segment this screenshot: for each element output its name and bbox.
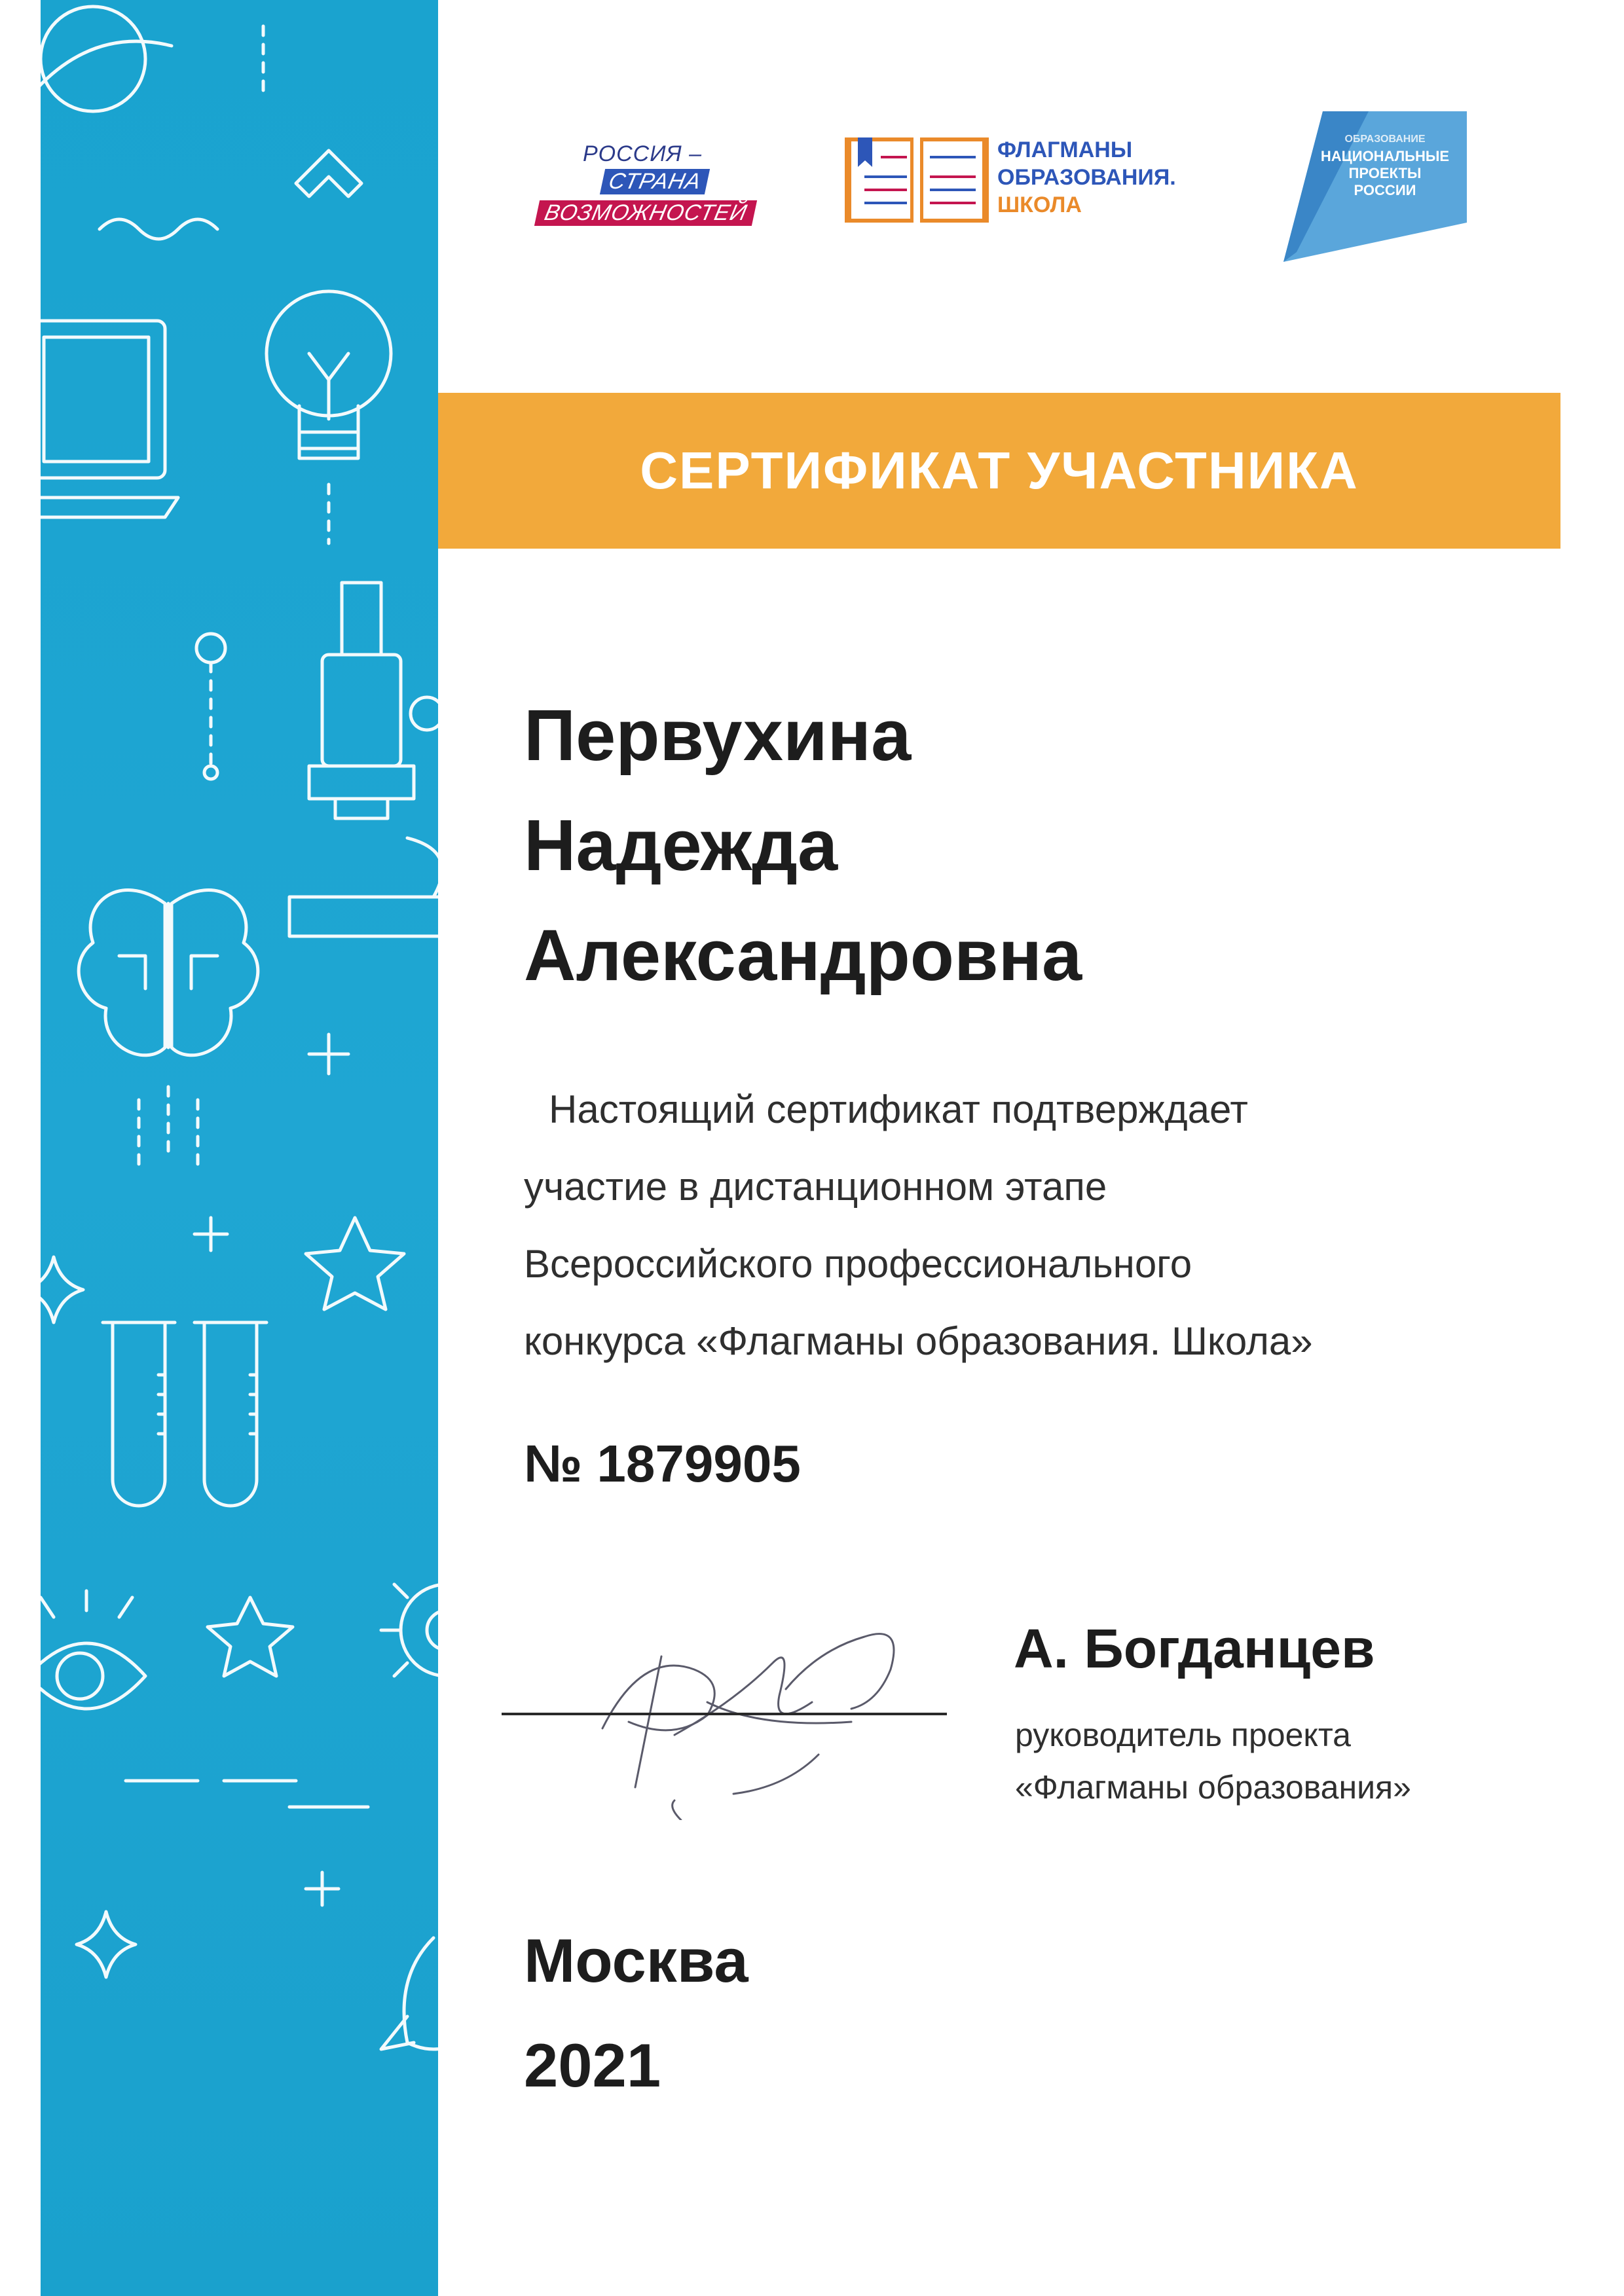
logo-flagmany-line3: ШКОЛА bbox=[997, 192, 1082, 217]
description-line3: Всероссийского профессионального bbox=[524, 1242, 1192, 1286]
partner-logos bbox=[524, 118, 1473, 275]
description-line2: участие в дистанционном этапе bbox=[524, 1165, 1107, 1209]
open-book-icon bbox=[845, 124, 989, 229]
planet-icon bbox=[41, 7, 172, 111]
logo-flagmany-line2: ОБРАЗОВАНИЯ. bbox=[997, 165, 1176, 190]
signer-name: А. Богданцев bbox=[1014, 1618, 1375, 1679]
logo-russia-line3: ВОЗМОЖНОСТЕЙ bbox=[534, 200, 758, 226]
year: 2021 bbox=[524, 2031, 661, 2100]
russia-land-of-opportunity-logo bbox=[524, 131, 773, 249]
decorative-side-panel bbox=[41, 0, 438, 2296]
sparkle-icon bbox=[41, 1257, 83, 1322]
logo-natproj-line2: НАЦИОНАЛЬНЫЕ bbox=[1320, 148, 1450, 164]
logo-natproj-line1: ОБРАЗОВАНИЕ bbox=[1344, 134, 1426, 145]
certificate-banner bbox=[438, 393, 1560, 549]
place: Москва bbox=[524, 1926, 748, 1995]
sparkle-icon bbox=[77, 1912, 136, 1977]
participant-first-name: Надежда bbox=[524, 805, 838, 886]
star-icon bbox=[306, 1218, 404, 1309]
logo-russia-line1: РОССИЯ – bbox=[583, 141, 703, 166]
eye-icon bbox=[41, 1591, 145, 1709]
gear-icon bbox=[381, 1565, 438, 1696]
signer-role bbox=[1015, 1709, 1411, 1813]
signer-role-line1: руководитель проекта bbox=[1015, 1717, 1351, 1753]
logo-natproj-line3: ПРОЕКТЫ bbox=[1348, 165, 1422, 181]
logo-russia-line2: СТРАНА bbox=[600, 169, 710, 194]
flagmany-logo bbox=[845, 124, 1185, 255]
handwritten-signature bbox=[511, 1571, 943, 1820]
description-line1: Настоящий сертификат подтверждает bbox=[549, 1087, 1248, 1131]
national-projects-logo bbox=[1270, 92, 1473, 268]
signer-role-line2: «Флагманы образования» bbox=[1015, 1769, 1411, 1806]
microscope-icon bbox=[289, 583, 438, 936]
pin-icon bbox=[196, 634, 225, 779]
laptop-icon bbox=[41, 321, 178, 517]
test-tubes-icon bbox=[103, 1322, 267, 1506]
logo-natproj-line4: РОССИИ bbox=[1354, 182, 1416, 198]
certificate-description bbox=[524, 1071, 1313, 1380]
star-icon bbox=[208, 1597, 293, 1676]
certificate-number: № 1879905 bbox=[524, 1434, 801, 1493]
participant-name bbox=[524, 681, 1082, 1011]
rocket-icon bbox=[381, 1938, 438, 2049]
participant-surname: Первухина bbox=[524, 695, 912, 776]
chevron-up-icon bbox=[296, 151, 361, 196]
certificate-title: СЕРТИФИКАТ УЧАСТНИКА bbox=[640, 441, 1359, 500]
description-line4: конкурса «Флагманы образования. Школа» bbox=[524, 1319, 1313, 1363]
plus-decor bbox=[194, 1034, 348, 1905]
logo-natproj-text bbox=[1316, 131, 1454, 199]
signature-line bbox=[502, 1713, 947, 1715]
brain-icon bbox=[79, 890, 258, 1165]
logo-flagmany-line1: ФЛАГМАНЫ bbox=[997, 137, 1133, 162]
wave-decor bbox=[100, 219, 217, 239]
light-bulb-icon bbox=[267, 291, 391, 543]
participant-patronymic: Александровна bbox=[524, 915, 1082, 996]
place-and-year bbox=[524, 1908, 748, 2118]
